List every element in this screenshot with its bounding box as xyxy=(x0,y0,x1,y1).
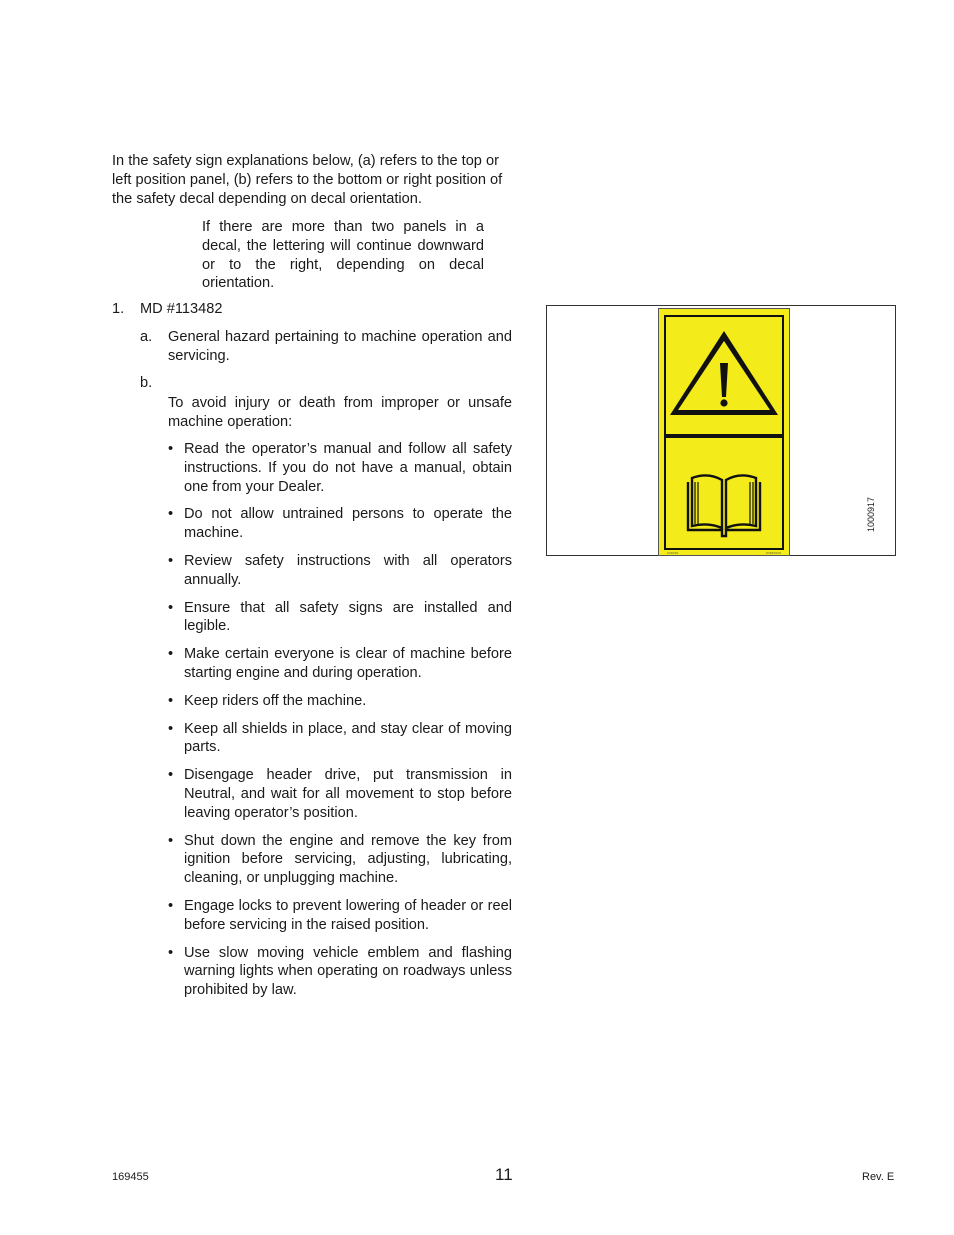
decal-panel-b xyxy=(664,436,784,550)
safety-decal xyxy=(658,308,790,556)
bullet-icon: • xyxy=(168,552,174,569)
bullet-text: Make certain everyone is clear of machine before starting engine and during operation. xyxy=(184,646,512,681)
bullet-text: Read the operator’s manual and follow all safety instructions. If you do not have a manual, obtain one from your Dealer. xyxy=(184,441,512,495)
bullet-text: Use slow moving vehicle emblem and flashing warning lights when operating on roadways unless prohibited by law. xyxy=(184,944,512,999)
bullet-text: Keep riders off the machine. xyxy=(184,692,367,709)
open-manual-icon xyxy=(666,438,782,548)
bullet-icon: • xyxy=(168,506,174,523)
bullet-text: Do not allow untrained persons to operate the machine. xyxy=(184,506,512,542)
list-item xyxy=(168,505,512,543)
figure-id: 1000917 xyxy=(866,496,876,532)
decal-print-mark: ▭▭▭▭ xyxy=(765,550,781,555)
bullet-text: Shut down the engine and remove the key from ignition before servicing, adjusting, lubricating, cleaning, or unplugging machine. xyxy=(184,832,512,887)
item-number: 1. xyxy=(112,301,125,317)
bullet-icon: • xyxy=(168,897,174,914)
bullet-icon: • xyxy=(168,599,174,616)
bullet-text: Keep all shields in place, and stay clear of moving parts. xyxy=(184,720,512,756)
footer-doc-number: 169455 xyxy=(112,1171,149,1183)
sub-item-b xyxy=(140,374,512,432)
footer-revision: Rev. E xyxy=(862,1171,895,1183)
list-item xyxy=(168,766,512,822)
list-item xyxy=(168,944,512,1000)
intro-paragraph: In the safety sign explanations below, (a) refers to the top or left position panel, (b) refers to the bottom or right position of the safety decal depending on decal orientation. xyxy=(112,153,503,207)
list-item xyxy=(168,692,512,711)
list-item xyxy=(168,552,512,590)
sub-item-a-letter: a. xyxy=(140,329,153,345)
bullet-list xyxy=(168,440,512,1009)
sub-item-a xyxy=(140,328,512,366)
list-item xyxy=(168,440,512,496)
item-label: MD #113482 xyxy=(140,301,223,317)
page-number: 11 xyxy=(495,1165,513,1184)
note-paragraph: If there are more than two panels in a decal, the lettering will continue downward or to the right, depending on decal orientation. xyxy=(202,219,484,292)
list-item xyxy=(168,720,512,758)
list-item xyxy=(168,599,512,637)
warning-triangle-icon xyxy=(666,317,782,434)
bullet-icon: • xyxy=(168,767,174,784)
sub-item-b-text: To avoid injury or death from improper or unsafe machine operation: xyxy=(168,395,512,430)
bullet-icon: • xyxy=(168,832,174,849)
bullet-text: Review safety instructions with all operators annually. xyxy=(184,552,512,588)
list-item xyxy=(168,645,512,683)
list-item xyxy=(168,832,512,888)
bullet-icon: • xyxy=(168,646,174,663)
safety-decal-figure xyxy=(546,305,896,556)
bullet-icon: • xyxy=(168,944,174,961)
sub-item-b-letter: b. xyxy=(140,375,153,391)
bullet-icon: • xyxy=(168,692,174,709)
decal-panel-a xyxy=(664,315,784,436)
list-item xyxy=(168,897,512,935)
bullet-text: Ensure that all safety signs are installed and legible. xyxy=(184,599,512,635)
bullet-icon: • xyxy=(168,720,174,737)
bullet-text: Engage locks to prevent lowering of header or reel before servicing in the raised position. xyxy=(184,897,512,933)
decal-print-mark: ▭▭▭ xyxy=(667,550,679,555)
bullet-text: Disengage header drive, put transmission in Neutral, and wait for all movement to stop before leaving operator’s position. xyxy=(184,767,512,821)
sub-item-a-text: General hazard pertaining to machine operation and servicing. xyxy=(168,329,512,364)
bullet-icon: • xyxy=(168,441,174,457)
